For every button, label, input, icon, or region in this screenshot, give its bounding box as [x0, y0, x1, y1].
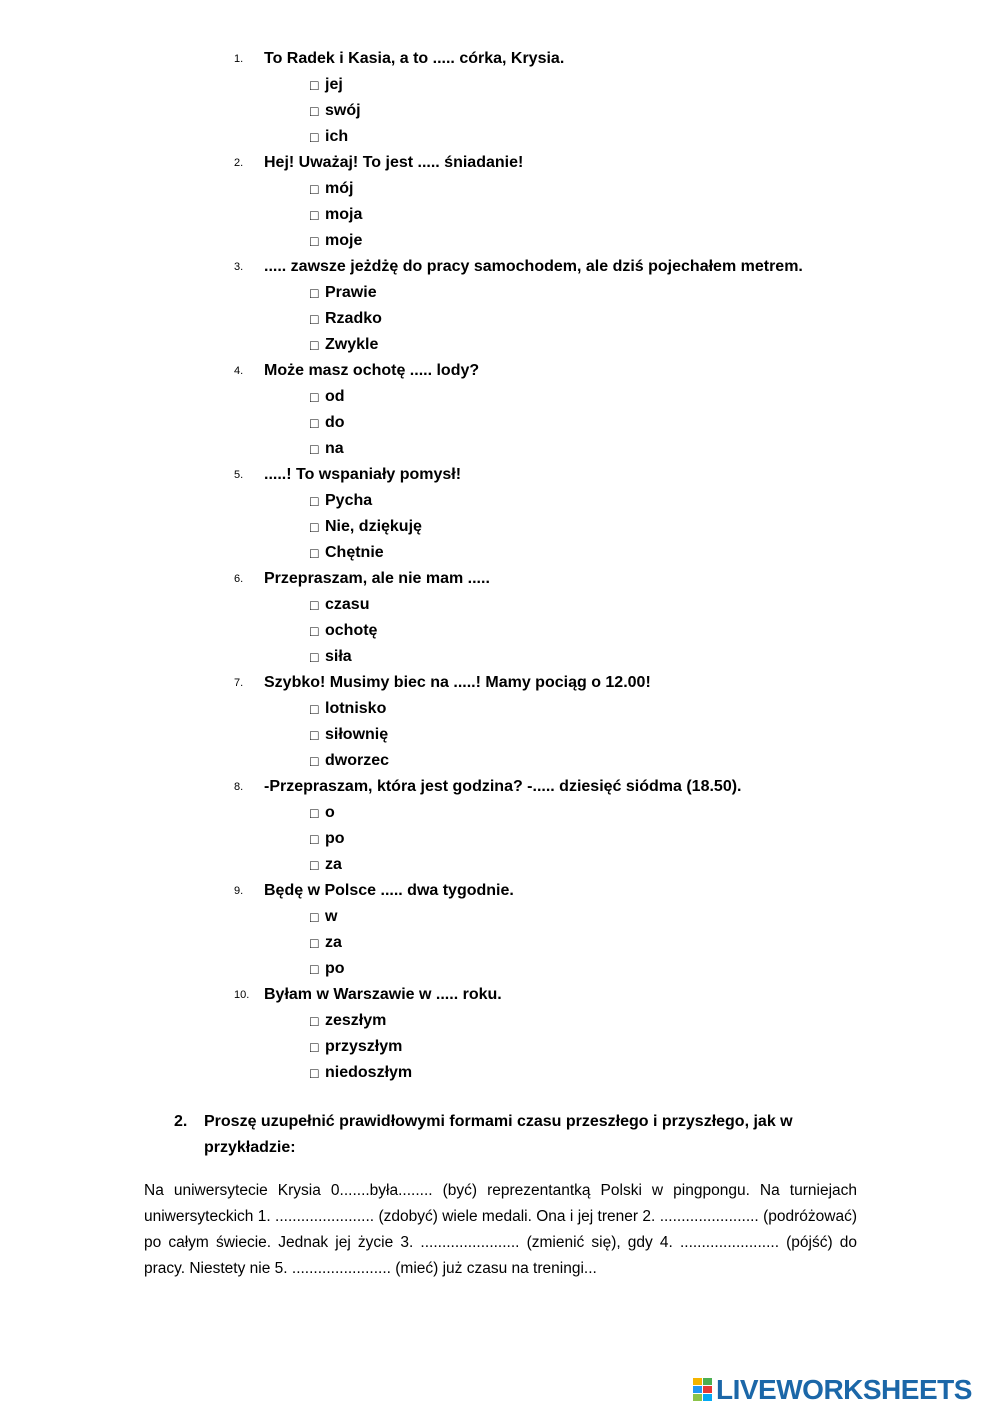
liveworksheets-logo — [693, 1376, 993, 1406]
answer-option[interactable] — [0, 280, 1000, 306]
checkbox[interactable]: □ — [310, 753, 319, 769]
answer-option-label[interactable]: w — [325, 908, 338, 925]
question-row — [0, 150, 1000, 176]
answer-option-label[interactable]: ochotę — [325, 622, 378, 639]
answer-option-label[interactable]: za — [325, 856, 342, 873]
answer-option-label[interactable]: Zwykle — [325, 336, 379, 353]
question-number: 8. — [234, 781, 244, 793]
answer-option[interactable] — [0, 618, 1000, 644]
question-text: Może masz ochotę ..... lody? — [264, 362, 480, 379]
answer-option[interactable] — [0, 202, 1000, 228]
checkbox[interactable]: □ — [310, 441, 319, 457]
answer-option[interactable] — [0, 514, 1000, 540]
answer-option[interactable] — [0, 1034, 1000, 1060]
question-number: 9. — [234, 885, 244, 897]
checkbox[interactable]: □ — [310, 805, 319, 821]
checkbox[interactable]: □ — [310, 701, 319, 717]
checkbox[interactable]: □ — [310, 909, 319, 925]
question-text: Hej! Uważaj! To jest ..... śniadanie! — [264, 154, 524, 171]
answer-option[interactable] — [0, 800, 1000, 826]
checkbox[interactable]: □ — [310, 415, 319, 431]
checkbox[interactable]: □ — [310, 311, 319, 327]
answer-option[interactable] — [0, 904, 1000, 930]
answer-option-label[interactable]: Nie, dziękuję — [325, 518, 422, 535]
answer-option[interactable] — [0, 488, 1000, 514]
answer-option-label[interactable]: czasu — [325, 596, 370, 613]
question-text: Będę w Polsce ..... dwa tygodnie. — [264, 882, 514, 899]
checkbox[interactable]: □ — [310, 207, 319, 223]
answer-option[interactable] — [0, 1060, 1000, 1086]
checkbox[interactable]: □ — [310, 181, 319, 197]
question-row — [0, 670, 1000, 696]
checkbox[interactable]: □ — [310, 389, 319, 405]
section-2-title: Proszę uzupełnić prawidłowymi formami czasu przeszłego i przyszłego, jak w przykładzie: — [204, 1113, 793, 1156]
answer-option[interactable] — [0, 748, 1000, 774]
answer-option-label[interactable]: po — [325, 830, 345, 847]
answer-option[interactable] — [0, 410, 1000, 436]
question-row — [0, 774, 1000, 800]
answer-option-label[interactable]: moje — [325, 232, 363, 249]
question-text: -Przepraszam, która jest godzina? -..... dziesięć siódma (18.50). — [264, 778, 742, 795]
answer-option-label[interactable]: moja — [325, 206, 363, 223]
question-row — [0, 566, 1000, 592]
checkbox[interactable]: □ — [310, 857, 319, 873]
checkbox[interactable]: □ — [310, 1039, 319, 1055]
answer-option[interactable] — [0, 384, 1000, 410]
checkbox[interactable]: □ — [310, 493, 319, 509]
answer-option[interactable] — [0, 930, 1000, 956]
answer-option[interactable] — [0, 124, 1000, 150]
answer-option[interactable] — [0, 228, 1000, 254]
answer-option-label[interactable]: ich — [325, 128, 349, 145]
question-number: 6. — [234, 573, 244, 585]
checkbox[interactable]: □ — [310, 623, 319, 639]
answer-option-label[interactable]: przyszłym — [325, 1038, 403, 1055]
question-row — [0, 878, 1000, 904]
question-text: To Radek i Kasia, a to ..... córka, Krysia. — [264, 50, 565, 67]
question-text: ..... zawsze jeżdżę do pracy samochodem, ale dziś pojechałem metrem. — [264, 258, 803, 275]
answer-option[interactable] — [0, 644, 1000, 670]
question-text: Szybko! Musimy biec na .....! Mamy pociąg o 12.00! — [264, 674, 651, 691]
question-list — [0, 46, 1000, 1086]
answer-option-label[interactable]: o — [325, 804, 335, 821]
question-number: 4. — [234, 365, 244, 377]
answer-option[interactable] — [0, 826, 1000, 852]
question-number: 2. — [234, 157, 244, 169]
answer-option-label[interactable]: dworzec — [325, 752, 390, 769]
answer-option[interactable] — [0, 1008, 1000, 1034]
checkbox[interactable]: □ — [310, 597, 319, 613]
question-number: 3. — [234, 261, 244, 273]
answer-option[interactable] — [0, 332, 1000, 358]
answer-option-label[interactable]: jej — [325, 76, 343, 93]
answer-option[interactable] — [0, 98, 1000, 124]
question-number: 5. — [234, 469, 244, 481]
question-row — [0, 46, 1000, 72]
question-number: 10. — [234, 989, 250, 1001]
answer-option[interactable] — [0, 72, 1000, 98]
question-number: 1. — [234, 53, 244, 65]
checkbox[interactable]: □ — [310, 337, 319, 353]
checkbox[interactable]: □ — [310, 831, 319, 847]
question-row — [0, 358, 1000, 384]
answer-option-label[interactable]: Prawie — [325, 284, 377, 301]
answer-option-label[interactable]: mój — [325, 180, 354, 197]
answer-option[interactable] — [0, 956, 1000, 982]
checkbox[interactable]: □ — [310, 285, 319, 301]
answer-option-label[interactable]: po — [325, 960, 345, 977]
answer-option-label[interactable]: niedoszłym — [325, 1064, 413, 1081]
checkbox[interactable]: □ — [310, 545, 319, 561]
answer-option-label[interactable]: lotnisko — [325, 700, 387, 717]
question-text: Byłam w Warszawie w ..... roku. — [264, 986, 502, 1003]
answer-option-label[interactable]: od — [325, 388, 345, 405]
answer-option-label[interactable]: za — [325, 934, 342, 951]
answer-option-label[interactable]: siła — [325, 648, 352, 665]
checkbox[interactable]: □ — [310, 103, 319, 119]
answer-option[interactable] — [0, 306, 1000, 332]
section-2-number: 2. — [174, 1113, 188, 1130]
answer-option[interactable] — [0, 852, 1000, 878]
question-row — [0, 254, 1000, 280]
answer-option-label[interactable]: na — [325, 440, 344, 457]
liveworksheets-logo-text: LIVEWORKSHEETS — [716, 1374, 972, 1405]
answer-option[interactable] — [0, 540, 1000, 566]
answer-option[interactable] — [0, 592, 1000, 618]
checkbox[interactable]: □ — [310, 1013, 319, 1029]
checkbox[interactable]: □ — [310, 129, 319, 145]
checkbox[interactable]: □ — [310, 727, 319, 743]
question-number: 7. — [234, 677, 244, 689]
checkbox[interactable]: □ — [310, 77, 319, 93]
liveworksheets-logo-icon — [693, 1378, 713, 1402]
checkbox[interactable]: □ — [310, 519, 319, 535]
checkbox[interactable]: □ — [310, 233, 319, 249]
answer-option-label[interactable]: Rzadko — [325, 310, 382, 327]
checkbox[interactable]: □ — [310, 935, 319, 951]
fill-in-paragraph: Na uniwersytecie Krysia 0.......była........ (być) reprezentantką Polski w pingpongu. Na turniejach uniwersyteckich 1. ....................... (zdobyć) wiele medali. Ona i jej trener 2. ....................... (podróżować) po całym świecie. Jednak jej życie 3. ....................... (zmienić się), gdy 4. ....................... (pójść) do pracy. Niestety nie 5. ....................... (mieć) już czasu na treningi... — [144, 1182, 857, 1277]
answer-option[interactable] — [0, 696, 1000, 722]
answer-option-label[interactable]: zeszłym — [325, 1012, 387, 1029]
answer-option-label[interactable]: Pycha — [325, 492, 373, 509]
question-row — [0, 462, 1000, 488]
answer-option-label[interactable]: swój — [325, 102, 361, 119]
checkbox[interactable]: □ — [310, 961, 319, 977]
question-row — [0, 982, 1000, 1008]
answer-option-label[interactable]: do — [325, 414, 345, 431]
checkbox[interactable]: □ — [310, 1065, 319, 1081]
answer-option[interactable] — [0, 722, 1000, 748]
checkbox[interactable]: □ — [310, 649, 319, 665]
question-text: .....! To wspaniały pomysł! — [264, 466, 462, 483]
answer-option-label[interactable]: Chętnie — [325, 544, 384, 561]
answer-option-label[interactable]: siłownię — [325, 726, 389, 743]
question-text: Przepraszam, ale nie mam ..... — [264, 570, 490, 587]
answer-option[interactable] — [0, 176, 1000, 202]
answer-option[interactable] — [0, 436, 1000, 462]
